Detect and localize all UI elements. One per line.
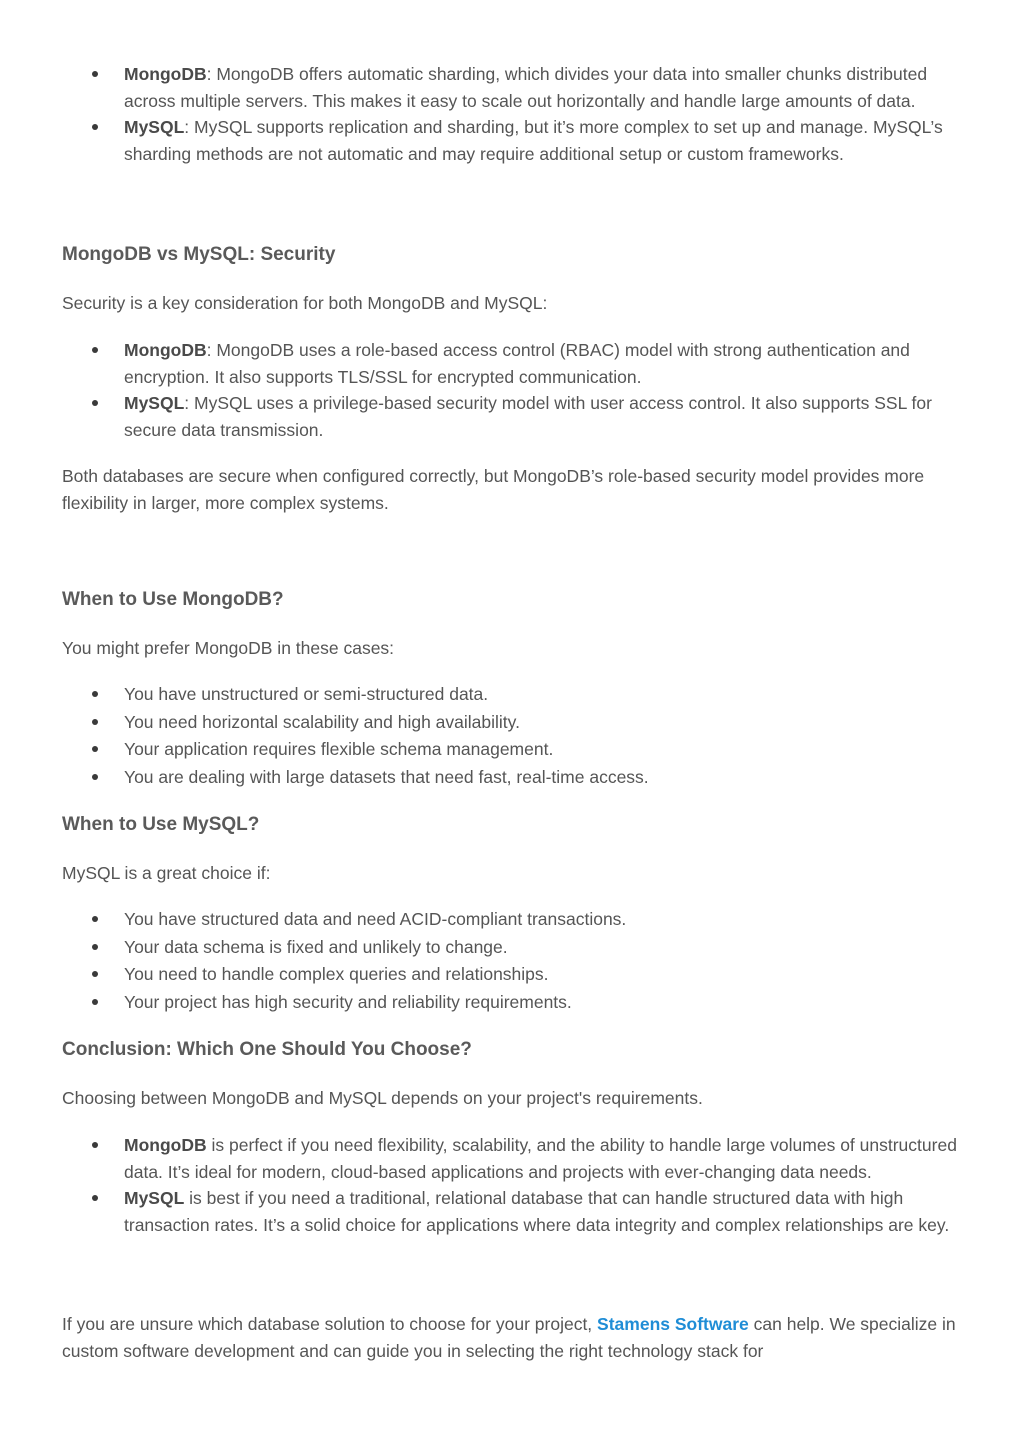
item-text: Your data schema is fixed and unlikely to change. (124, 936, 508, 957)
closing-text: If you are unsure which database solution to choose for your project, (62, 1314, 598, 1334)
item-text: You are dealing with large datasets that need fast, real-time access. (124, 766, 649, 787)
bullet-icon (92, 1142, 98, 1148)
bullet-icon (92, 1195, 98, 1201)
list-item (62, 337, 963, 390)
list-item (62, 709, 963, 737)
bullet-icon (92, 400, 98, 406)
item-text: You need to handle complex queries and relationships. (124, 964, 549, 984)
bullet-icon (92, 774, 98, 780)
item-text: Your application requires flexible schema management. (124, 739, 554, 759)
list-item (62, 61, 963, 114)
item-text: You have unstructured or semi-structured data. (124, 684, 489, 704)
item-text: is best if you need a traditional, relational database that can handle structured data with high transaction rates. It’s a solid choice for applications where data integrity and complex relationships are key. (124, 1188, 950, 1235)
bullet-icon (92, 971, 98, 977)
list-item (62, 906, 963, 934)
item-text: You have structured data and need ACID-compliant transactions. (124, 909, 627, 929)
item-term: MySQL (124, 393, 185, 413)
security-outro: Both databases are secure when configured correctly, but MongoDB’s role-based security model provides more flexibility in larger, more complex systems. (62, 466, 925, 513)
bullet-icon (92, 691, 98, 697)
item-text: Your project has high security and reliability requirements. (124, 991, 572, 1012)
list-item (62, 114, 963, 167)
list-item (62, 764, 963, 792)
bullet-icon (92, 916, 98, 922)
list-item (62, 989, 963, 1017)
security-list (62, 337, 963, 443)
bullet-icon (92, 944, 98, 950)
list-item (62, 934, 963, 962)
scaling-list (62, 61, 963, 167)
bullet-icon (92, 71, 98, 77)
item-text: : MongoDB offers automatic sharding, which divides your data into smaller chunks distributed across multiple servers. This makes it easy to scale out horizontally and handle large amounts of data. (124, 64, 928, 111)
list-item (62, 1132, 963, 1185)
list-item (62, 681, 963, 709)
list-item (62, 961, 963, 989)
item-text: is perfect if you need flexibility, scalability, and the ability to handle large volumes of unstructured data. It’s ideal for modern, cloud-based applications and projects with ever-changing data needs. (124, 1135, 957, 1182)
bullet-icon (92, 746, 98, 752)
closing-text: can help. We specialize in custom software development and can guide you in selecting the right technology stack for (62, 1314, 956, 1361)
conclusion-list (62, 1132, 963, 1238)
when-mongodb-list (62, 681, 963, 791)
when-mongodb-intro: You might prefer MongoDB in these cases: (62, 638, 395, 658)
list-item (62, 1185, 963, 1238)
item-term: MySQL (124, 1188, 185, 1208)
closing-paragraph (62, 1311, 963, 1364)
item-text: : MySQL supports replication and sharding, but it’s more complex to set up and manage. MySQL’s sharding methods are not automatic and may require additional setup or custom frameworks. (124, 117, 943, 164)
item-term: MongoDB (124, 1135, 207, 1155)
stamens-software-link[interactable]: Stamens Software (597, 1314, 749, 1334)
bullet-icon (92, 999, 98, 1005)
list-item (62, 390, 963, 443)
item-term: MongoDB (124, 340, 207, 360)
item-text: : MySQL uses a privilege-based security model with user access control. It also supports SSL for secure data transmission. (124, 393, 932, 440)
item-term: MySQL (124, 117, 185, 137)
item-text: : MongoDB uses a role-based access control (RBAC) model with strong authentication and encryption. It also supports TLS/SSL for encrypted communication. (124, 340, 910, 387)
conclusion-heading: Conclusion: Which One Should You Choose? (62, 1039, 472, 1060)
security-heading: MongoDB vs MySQL: Security (62, 244, 336, 265)
item-term: MongoDB (124, 64, 207, 84)
conclusion-intro: Choosing between MongoDB and MySQL depends on your project's requirements. (62, 1088, 703, 1108)
bullet-icon (92, 124, 98, 130)
list-item (62, 736, 963, 764)
item-text: You need horizontal scalability and high availability. (124, 711, 520, 732)
when-mysql-intro: MySQL is a great choice if: (62, 863, 271, 883)
bullet-icon (92, 347, 98, 353)
bullet-icon (92, 719, 98, 725)
security-intro: Security is a key consideration for both MongoDB and MySQL: (62, 293, 548, 313)
when-mongodb-heading: When to Use MongoDB? (62, 589, 284, 610)
when-mysql-heading: When to Use MySQL? (62, 814, 260, 835)
when-mysql-list (62, 906, 963, 1016)
